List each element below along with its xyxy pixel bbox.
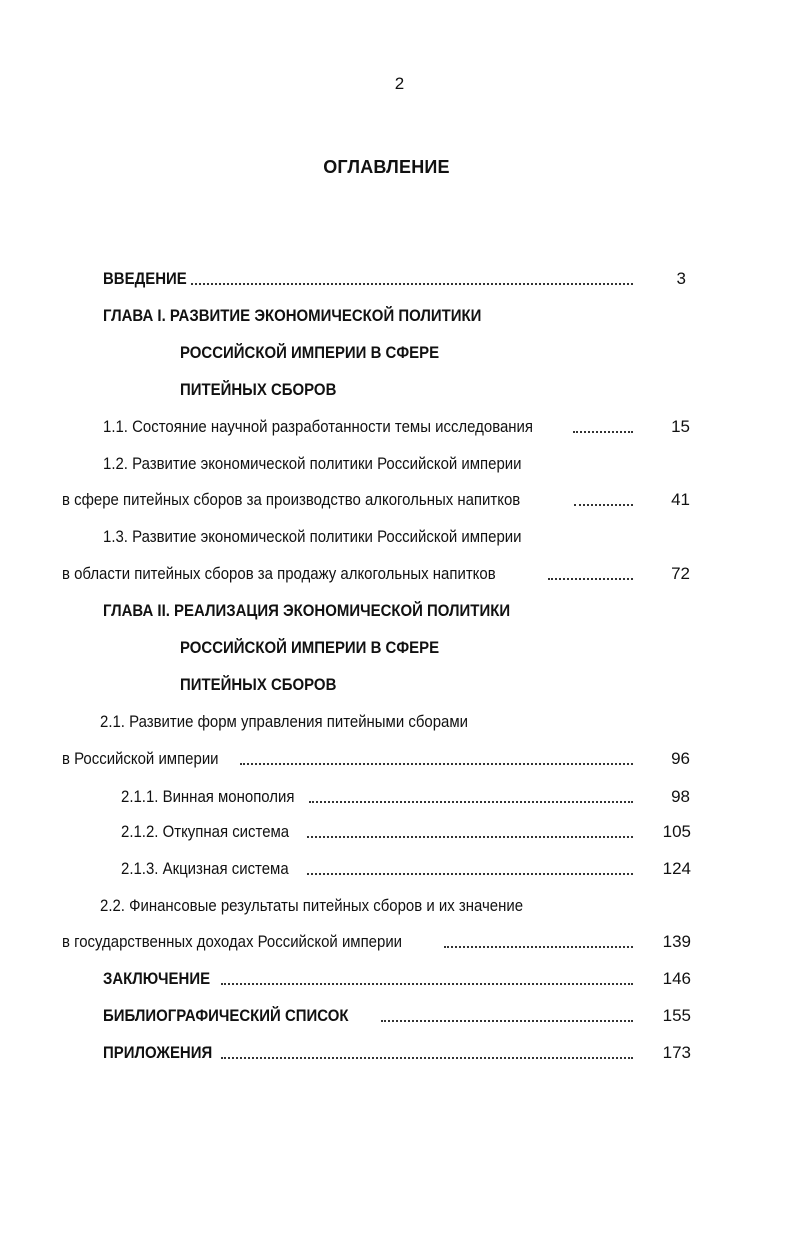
toc-entry-1-1[interactable]	[103, 415, 633, 439]
toc-page-number: 155	[662, 1006, 691, 1025]
dot-leader	[240, 763, 633, 765]
toc-entry-label: в области питейных сборов за продажу алкогольных напитков	[62, 564, 496, 583]
toc-entry-2-1[interactable]: 2.1. Развитие форм управления питейными сборами	[100, 712, 469, 731]
toc-page-number: 3	[676, 269, 686, 288]
toc-entry-label: в государственных доходах Российской империи	[62, 932, 403, 951]
toc-entry-2-2[interactable]: 2.2. Финансовые результаты питейных сборов и их значение	[100, 896, 524, 915]
toc-page-number: 98	[671, 787, 690, 806]
toc-entry-label: 2.1.2. Откупная система	[121, 822, 290, 841]
dot-leader	[221, 1057, 633, 1059]
dot-leader	[307, 836, 633, 838]
toc-page-number: 72	[671, 564, 690, 583]
toc-entry-2-1-2[interactable]	[121, 820, 633, 844]
dot-leader	[191, 283, 633, 285]
toc-entry-appendices[interactable]	[103, 1041, 633, 1065]
toc-page-number: 15	[671, 417, 690, 436]
dot-leader	[444, 946, 633, 948]
toc-page-number: 96	[671, 749, 690, 768]
toc-entry-label: 1.1. Состояние научной разработанности темы исследования	[103, 417, 534, 436]
toc-entry-label: ВВЕДЕНИЕ	[103, 269, 187, 288]
toc-entry-1-2-cont[interactable]	[62, 488, 633, 512]
chapter-heading: ПИТЕЙНЫХ СБОРОВ	[180, 380, 337, 399]
page-title: ОГЛАВЛЕНИЕ	[323, 157, 450, 177]
toc-entry-label: БИБЛИОГРАФИЧЕСКИЙ СПИСОК	[103, 1006, 349, 1025]
toc-entry-conclusion[interactable]	[103, 967, 633, 991]
page-number: 2	[394, 74, 405, 93]
toc-entry-2-1-3[interactable]	[121, 857, 633, 881]
toc-entry-bibliography[interactable]	[103, 1004, 633, 1028]
chapter-heading: РОССИЙСКОЙ ИМПЕРИИ В СФЕРЕ	[180, 638, 440, 657]
toc-entry-label: 2.1.1. Винная монополия	[121, 787, 295, 806]
chapter-heading[interactable]: ГЛАВА I. РАЗВИТИЕ ЭКОНОМИЧЕСКОЙ ПОЛИТИКИ	[103, 306, 482, 325]
dot-leader	[309, 801, 633, 803]
toc-entry-2-2-cont[interactable]	[62, 930, 633, 954]
toc-page-number: 146	[662, 969, 691, 988]
toc-page-number: 173	[662, 1043, 691, 1062]
dot-leader	[574, 504, 633, 506]
chapter-heading[interactable]: ГЛАВА II. РЕАЛИЗАЦИЯ ЭКОНОМИЧЕСКОЙ ПОЛИТИКИ	[103, 601, 511, 620]
chapter-heading: ПИТЕЙНЫХ СБОРОВ	[180, 675, 337, 694]
dot-leader	[381, 1020, 633, 1022]
dot-leader	[307, 873, 633, 875]
dot-leader	[573, 431, 633, 433]
toc-entry-label: 2.1.3. Акцизная система	[121, 859, 289, 878]
toc-entry-1-3[interactable]: 1.3. Развитие экономической политики Российской империи	[103, 527, 522, 546]
toc-entry-1-3-cont[interactable]	[62, 562, 633, 586]
toc-entry-2-1-1[interactable]	[121, 785, 633, 809]
dot-leader	[221, 983, 633, 985]
toc-page-number: 124	[662, 859, 691, 878]
toc-entry-intro[interactable]	[103, 267, 633, 291]
toc-entry-label: в сфере питейных сборов за производство алкогольных напитков	[62, 490, 521, 509]
toc-entry-label: ПРИЛОЖЕНИЯ	[103, 1043, 213, 1062]
toc-entry-label: ЗАКЛЮЧЕНИЕ	[103, 969, 211, 988]
chapter-heading: РОССИЙСКОЙ ИМПЕРИИ В СФЕРЕ	[180, 343, 440, 362]
toc-page-number: 105	[662, 822, 691, 841]
dot-leader	[548, 578, 633, 580]
toc-entry-label: в Российской империи	[62, 749, 219, 768]
toc-page-number: 139	[662, 932, 691, 951]
toc-entry-1-2[interactable]: 1.2. Развитие экономической политики Российской империи	[103, 454, 522, 473]
toc-entry-2-1-cont[interactable]	[62, 747, 633, 771]
toc-page-number: 41	[671, 490, 690, 509]
